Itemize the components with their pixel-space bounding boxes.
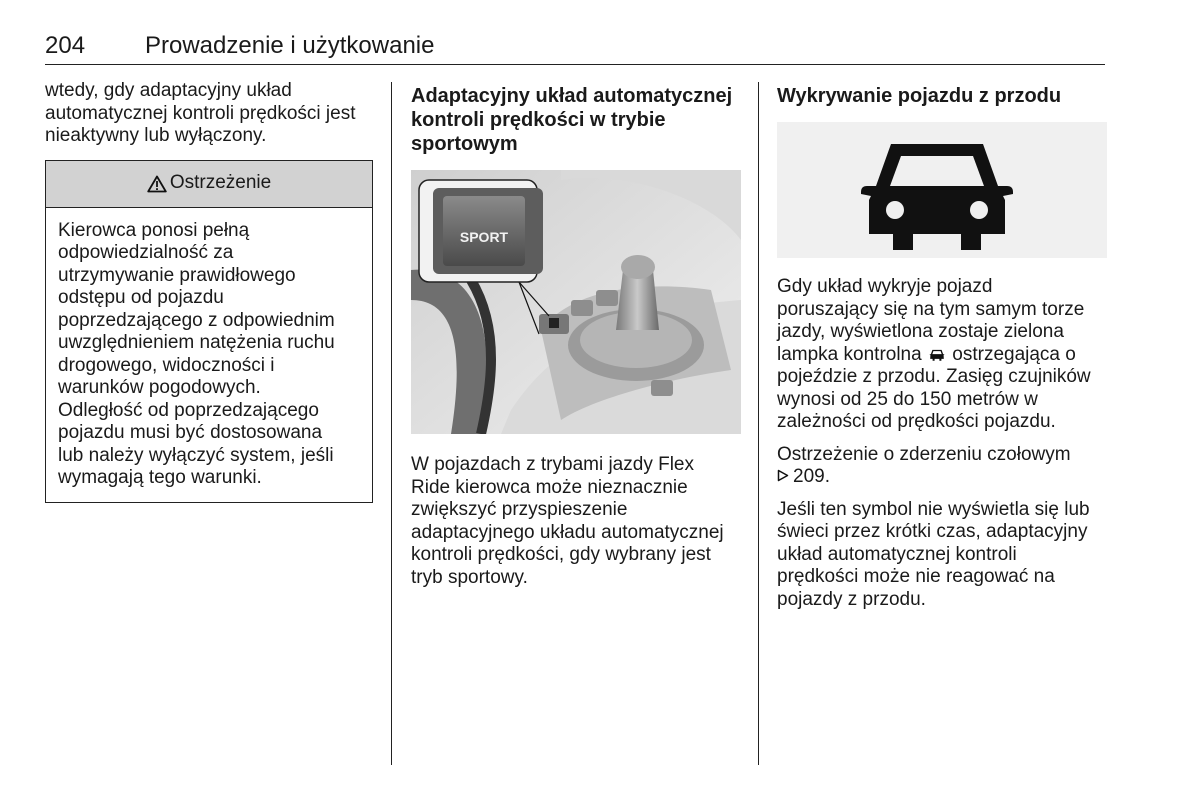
page-title: Prowadzenie i użytkowanie <box>145 32 435 59</box>
cross-reference-paragraph: Ostrzeżenie o zderzeniu czołowym 209. <box>777 443 1071 487</box>
page-number: 204 <box>45 32 86 59</box>
note-paragraph: Jeśli ten symbol nie wyświetla się lub świeci przez krótki czas, adaptacyjny układ automatycznej kontroli prędkości może nie reagować na pojazdy z przodu. <box>777 498 1090 610</box>
warning-header <box>46 161 372 208</box>
detection-paragraph: Gdy układ wykryje pojazd poruszający się na tym samym torze jazdy, wyświetlona zostaje zielona lampka kontrolna ostrzegająca o pojeździe z przodu. Zasięg czujników wynosi od 25 do 150 metrów w zależności od prędkości pojazdu. <box>777 276 1091 432</box>
page-reference-arrow-icon <box>777 469 789 482</box>
page-header <box>45 30 1105 65</box>
body-paragraph: W pojazdach z trybami jazdy Flex Ride kierowca może nieznacznie zwiększyć przyspieszenie adaptacyjnego układu automatycznej kontroli prędkości, gdy wybrany jest tryb sportowy. <box>411 454 724 588</box>
console-photo <box>411 170 741 434</box>
column-middle <box>411 80 741 589</box>
column-divider <box>758 82 759 765</box>
warning-triangle-icon <box>147 175 167 193</box>
column-right <box>777 80 1107 611</box>
sport-button-label: SPORT <box>459 229 509 245</box>
vehicle-ahead-icon <box>857 130 1017 250</box>
section-heading: Wykrywanie pojazdu z przodu <box>777 85 1062 107</box>
intro-paragraph: wtedy, gdy adaptacyjny układ automatycznej kontroli prędkości jest nieaktywny lub wyłączony. <box>45 80 356 146</box>
vehicle-ahead-indicator-icon <box>929 348 945 362</box>
column-left <box>45 80 375 503</box>
page-reference-link[interactable]: 209. <box>793 466 830 487</box>
warning-text: Kierowca ponosi pełną odpowiedzialność za utrzymywanie prawidłowego odstępu od pojazdu poprzedzającego z odpowiednim uwzględnieniem natężenia ruchu drogowego, widoczności i warunków pogodowych. Odległość od poprzedzającego pojazdu musi być dostosowana lub należy wyłączyć system, jeśli wymagają tego warunki. <box>58 219 335 488</box>
column-divider <box>391 82 392 765</box>
warning-title: Ostrzeżenie <box>169 172 272 194</box>
warning-box <box>45 160 373 503</box>
vehicle-ahead-symbol-box <box>777 122 1107 258</box>
section-heading: Adaptacyjny układ automatycznej kontroli prędkości w trybie sportowym <box>411 85 733 155</box>
